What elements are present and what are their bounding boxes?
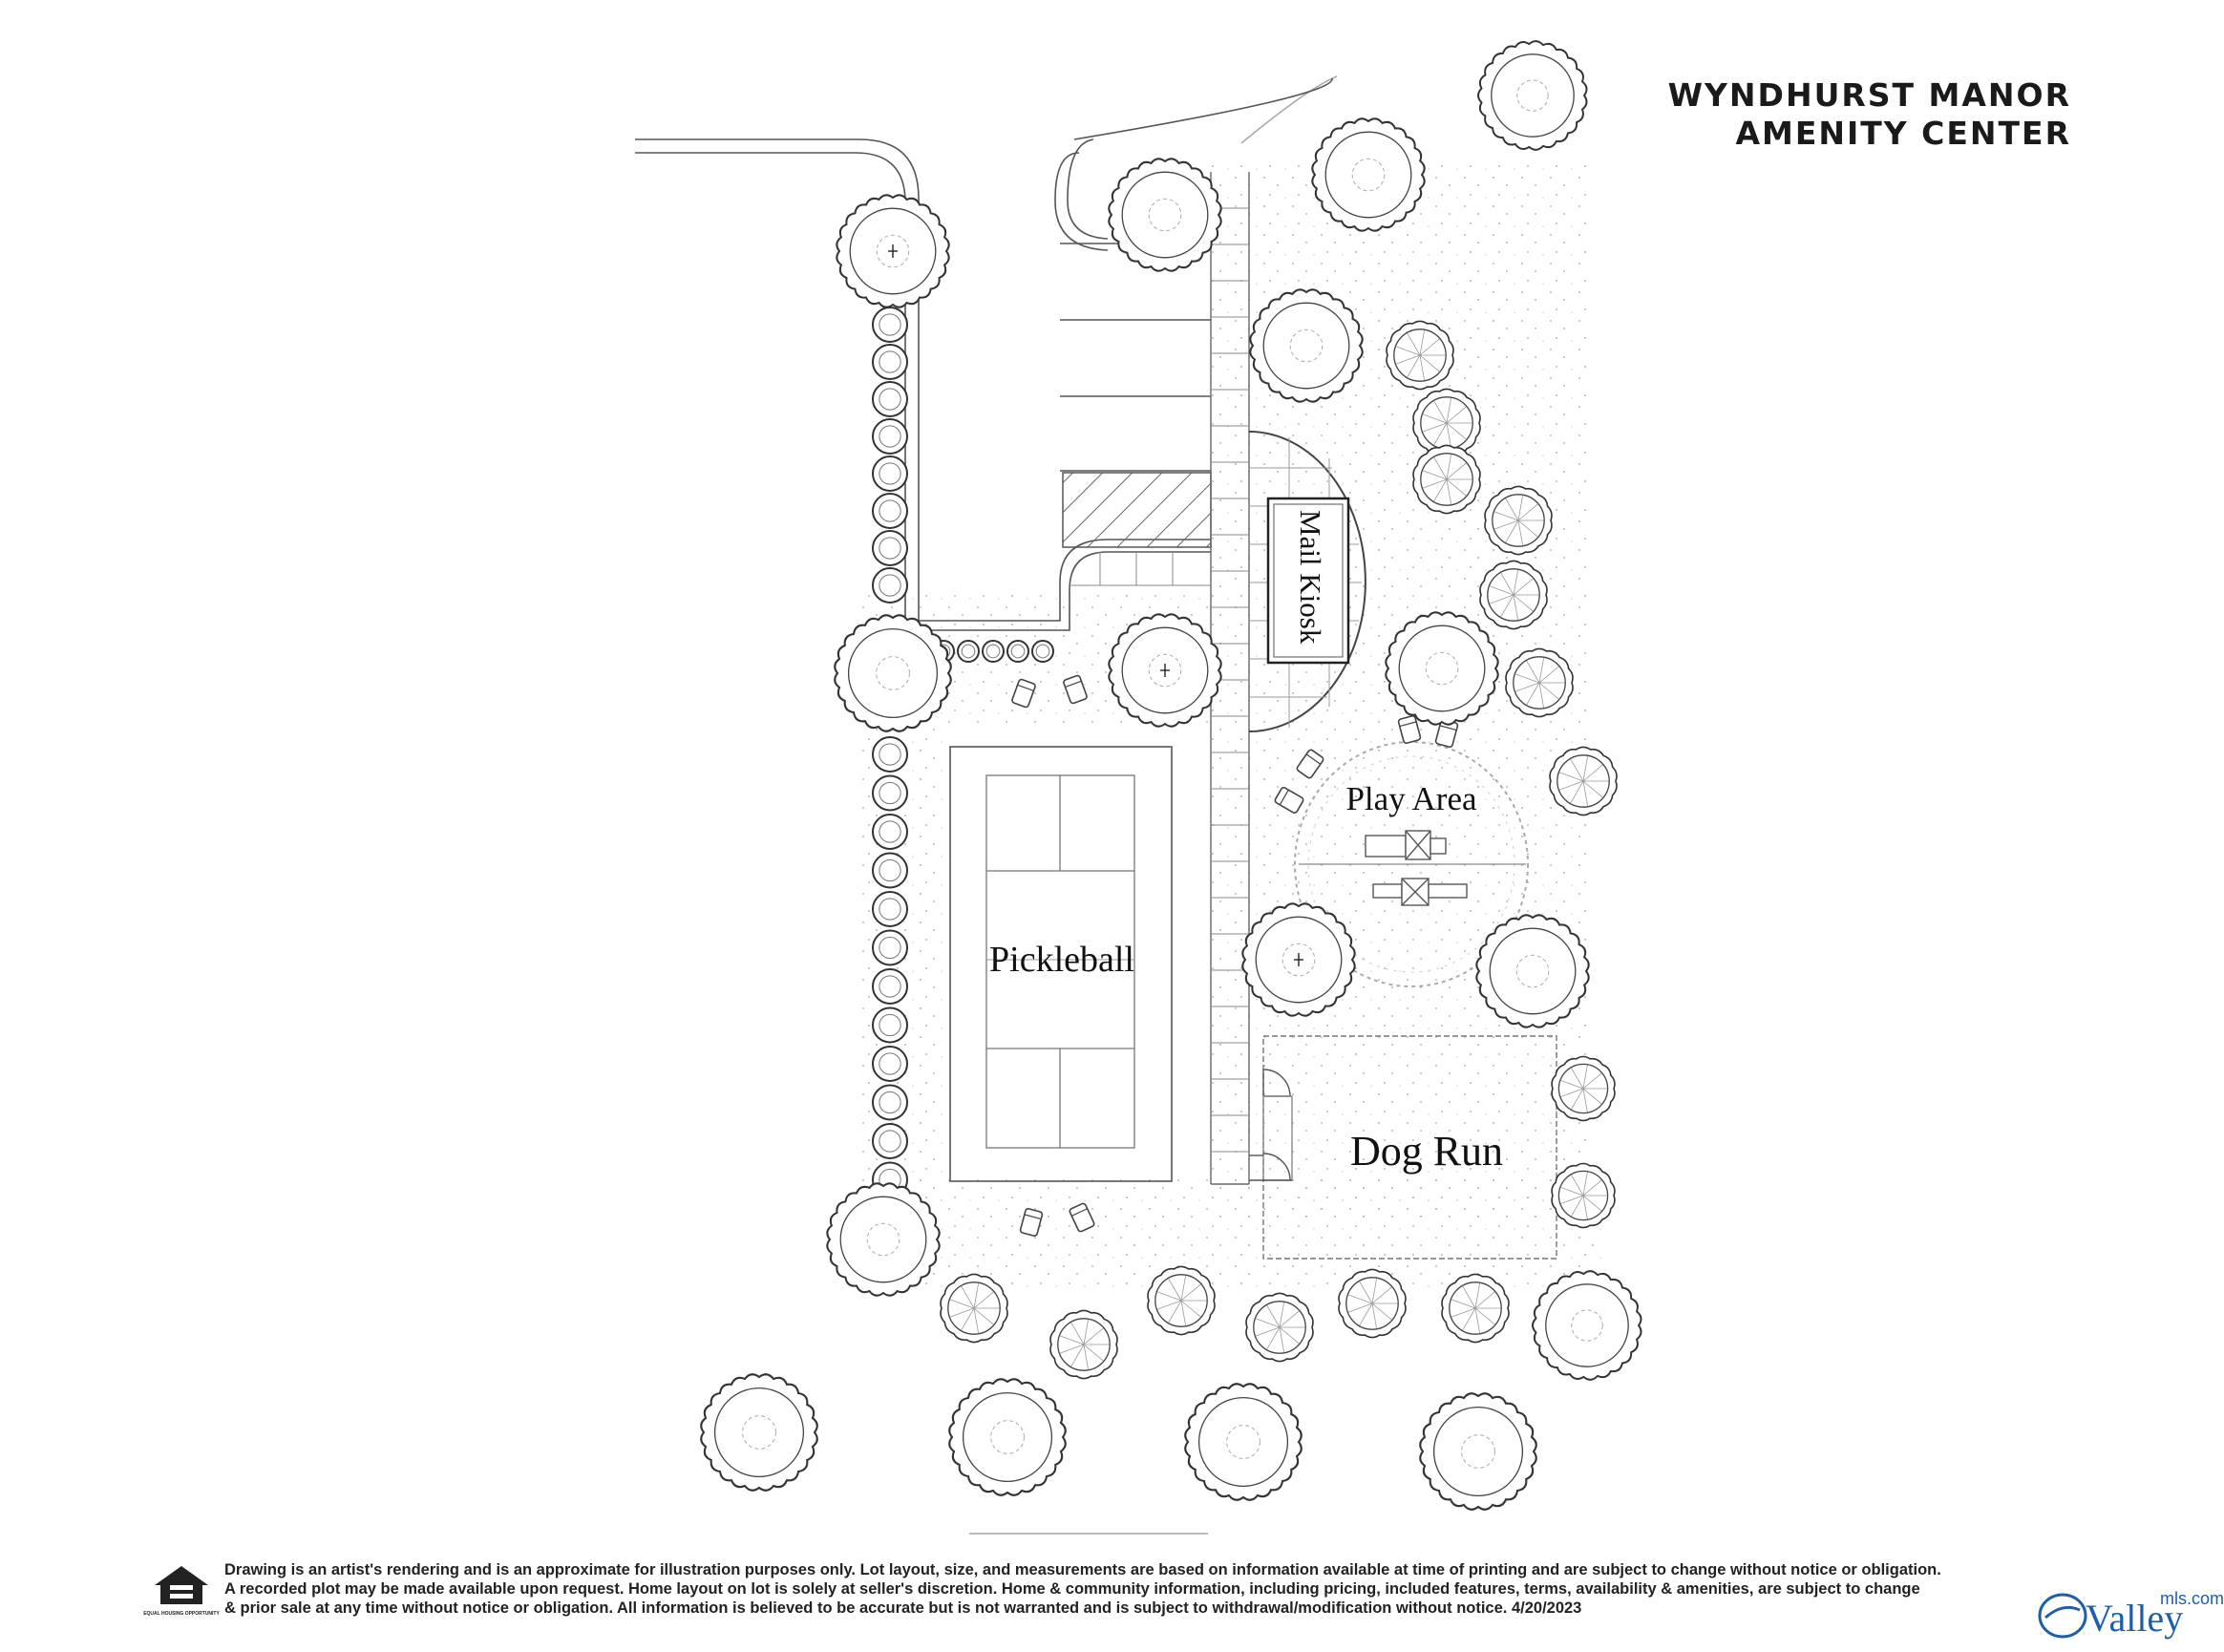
- disclaimer-line-3: & prior sale at any time without notice or obligation. All information is believed to be accurate but is not warranted and is subject to withdrawal/modification without notice. 4/20/2023: [224, 1599, 1582, 1617]
- shrub-icon: [873, 737, 907, 772]
- tree-icon: [1485, 486, 1552, 554]
- ground-stipple: [859, 162, 1604, 1289]
- disclaimer-line-2: A recorded plot may be made available upon request. Home layout on lot is solely at seller's discretion. Home & community information, including pricing, included features, terms, availability & amenities, are subject to change: [224, 1580, 1920, 1598]
- shrub-icon: [873, 531, 907, 565]
- disclaimer-line-1: Drawing is an artist's rendering and is an approximate for illustration purposes only. Lot layout, size, and measurements are based on information available at time of printing and are subject to change without notice or obligation.: [224, 1561, 1941, 1578]
- tree-icon: [1552, 1164, 1615, 1228]
- tree-icon: [1506, 648, 1573, 716]
- tree-icon: [1185, 1384, 1302, 1500]
- shrub-icon: [873, 307, 907, 342]
- tree-icon: [1109, 159, 1220, 270]
- title-line-1: WYNDHURST MANOR: [1667, 76, 2071, 114]
- shrub-icon: [873, 382, 907, 416]
- dog-run-label: Dog Run: [1349, 1128, 1504, 1175]
- pickleball-label: Pickleball: [989, 940, 1134, 980]
- shrub-icon: [873, 1047, 907, 1081]
- shrub-icon: [873, 1086, 907, 1120]
- shrub-icon: [873, 815, 907, 849]
- tree-icon: [949, 1379, 1066, 1495]
- shrub-hedge: [873, 307, 1053, 1197]
- shrub-icon: [983, 641, 1004, 662]
- watermark-text: Valley: [2086, 1597, 2184, 1640]
- shrub-icon: [873, 345, 907, 379]
- hatched-crosswalk: [1063, 473, 1211, 547]
- tree-icon: [1550, 747, 1617, 815]
- tree-icon: [1339, 1269, 1406, 1337]
- valley-mls-watermark: [2036, 1585, 2224, 1640]
- mail-kiosk-label: Mail Kiosk: [1294, 510, 1327, 645]
- tree-icon: [1050, 1310, 1117, 1378]
- tree-icon: [701, 1374, 817, 1491]
- tree-icon: [1480, 561, 1547, 628]
- play-area-label: Play Area: [1345, 780, 1477, 817]
- shrub-icon: [1032, 641, 1053, 662]
- parking-lot: [919, 244, 1211, 630]
- tree-icon: [1478, 41, 1587, 150]
- shrub-icon: [873, 892, 907, 926]
- tree-icon: [1246, 1293, 1313, 1361]
- shrub-icon: [873, 854, 907, 888]
- tree-icon: [837, 195, 948, 307]
- sidewalk-blocks: [1070, 552, 1211, 585]
- title-line-2: AMENITY CENTER: [1735, 115, 2071, 152]
- tree-icon: [1413, 445, 1480, 513]
- shrub-icon: [873, 419, 907, 454]
- tree-icon: [1420, 1393, 1536, 1510]
- shrub-icon: [873, 494, 907, 528]
- shrub-icon: [873, 1124, 907, 1158]
- tree-icon: [1387, 321, 1453, 389]
- shrub-icon: [873, 931, 907, 965]
- shrub-icon: [873, 456, 907, 491]
- shrub-icon: [873, 568, 907, 603]
- title-block: [1668, 76, 2071, 153]
- tree-icon: [1148, 1266, 1215, 1334]
- tree-icon: [941, 1274, 1007, 1342]
- shrub-icon: [873, 776, 907, 811]
- equal-housing-opportunity-icon: [143, 1560, 220, 1620]
- tree-icon: [1533, 1271, 1642, 1380]
- tree-icon: [1552, 1057, 1615, 1121]
- watermark-suffix: mls.com: [2160, 1589, 2224, 1608]
- equal-housing-text: EQUAL HOUSING OPPORTUNITY: [143, 1611, 220, 1617]
- shrub-icon: [873, 1008, 907, 1043]
- tree-icon: [1442, 1274, 1509, 1342]
- shrub-icon: [1007, 641, 1028, 662]
- shrub-icon: [958, 641, 979, 662]
- shrub-icon: [873, 969, 907, 1004]
- disclaimer-text: [224, 1560, 2072, 1618]
